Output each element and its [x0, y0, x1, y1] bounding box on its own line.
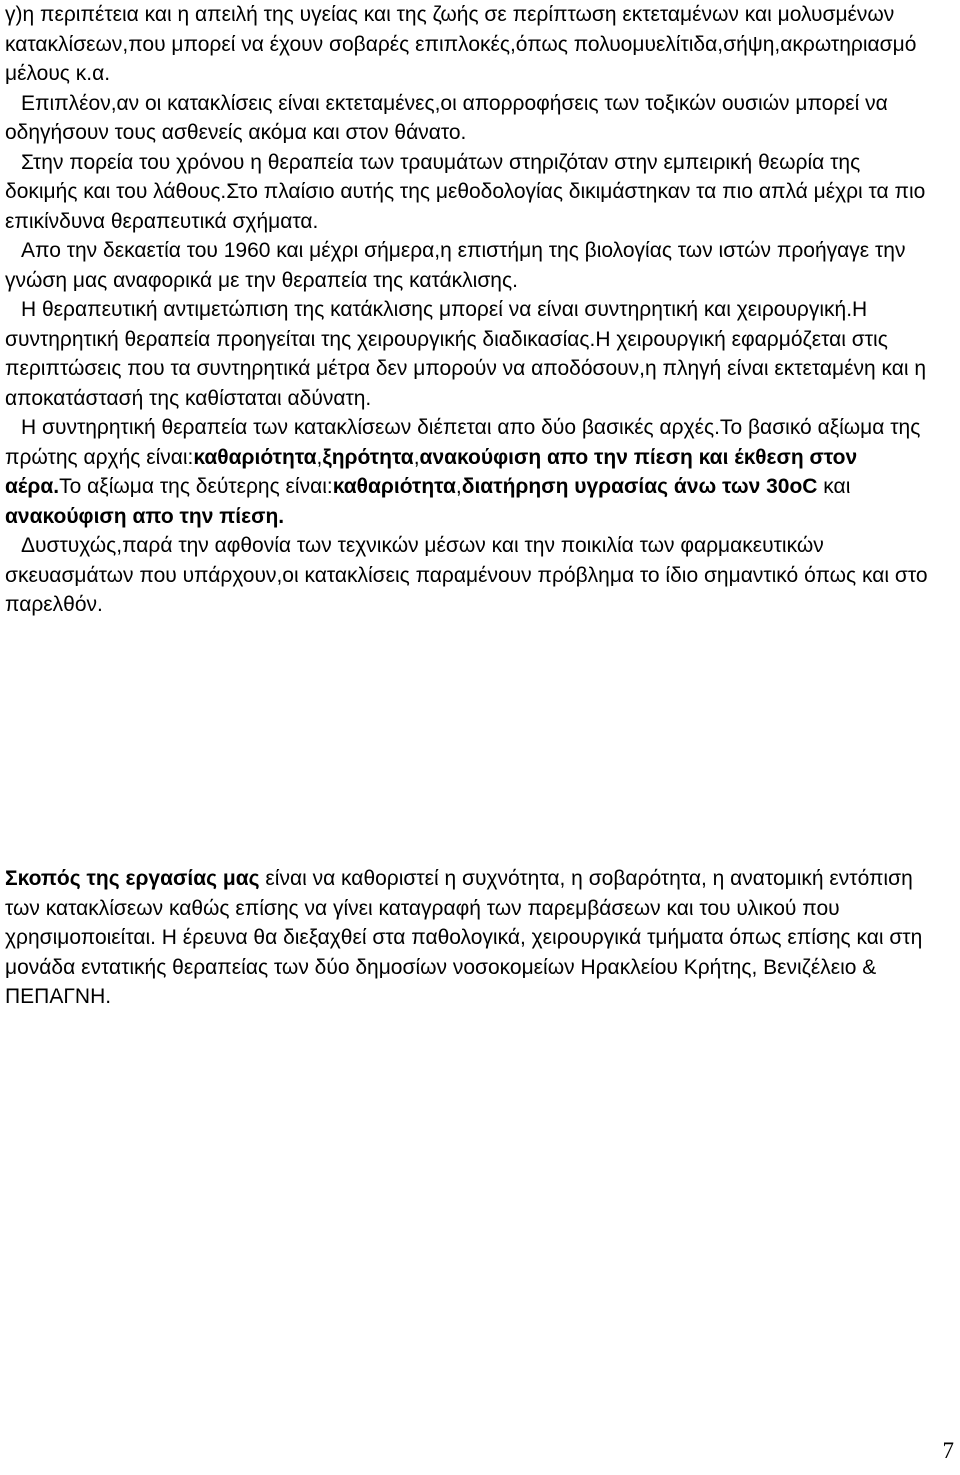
paragraph-aim [5, 864, 935, 1012]
principles-and: και [817, 475, 851, 498]
principle-dryness: ξηρότητα [322, 445, 414, 469]
principles-comma-2: , [413, 445, 420, 469]
principle-moisture: διατήρηση υγρασίας άνω των 30οC [461, 475, 818, 498]
principles-comma-1: , [316, 445, 323, 469]
principle-cleanliness-2: καθαριότητα [332, 475, 456, 498]
page-number: 7 [942, 1438, 954, 1463]
paragraph-trial-and-error: Στην πορεία του χρόνου η θεραπεία των τραυμάτων στηριζόταν στην εμπειρική θεωρία της δοκιμής και του λάθους.Στο πλαίσιο αυτής της μεθοδολογίας δικιμάστηκαν τα πιο απλά μέχρι τα πιο επικίνδυνα θεραπευτικά σχήματα. [5, 150, 926, 233]
principles-text-1: Η συντηρητική θεραπεία των κατακλίσεων διέπεται απο δύο βασικές αρχές.Το βασικό αξίωμα της πρώτης αρχής είναι: [5, 416, 921, 469]
aim-label: Σκοπός της εργασίας μας [5, 867, 260, 890]
principle-pressure-relief: ανακούφιση απο την πίεση. [5, 504, 285, 528]
principle-cleanliness-1: καθαριότητα [193, 445, 317, 469]
paragraph-complications: γ)η περιπέτεια και η απειλή της υγείας και της ζωής σε περίπτωση εκτεταμένων και μολυσμένων κατακλίσεων,που μπορεί να έχουν σοβαρές επιπλοκές,όπως πολυομυελίτιδα,σήψη,ακρωτηριασμό μέλους κ.α. [5, 3, 917, 85]
principles-text-2: Το αξίωμα της δεύτερης είναι: [59, 475, 333, 498]
aim-section [5, 864, 935, 1012]
aim-text: είναι να καθοριστεί η συχνότητα, η σοβαρότητα, η ανατομική εντόπιση των κατακλίσεων καθώς επίσης να γίνει καταγραφή των παρεμβάσεων και του υλικού που χρησιμοποιείται. Η έρευνα θα διεξαχθεί στα παθολογικά, χειρουργικά τμήματα όπως επίσης και στη μονάδα εντατικής θεραπείας των δύο δημοσίων νοσοκομείων Ηρακλείου Κρήτης, Βενιζέλειο & ΠΕΠΑΓΝΗ. [5, 867, 923, 1008]
principle-pressure-relief-air: ανακούφιση απο την πίεση και έκθεση στον αέρα. [5, 445, 858, 498]
paragraph-toxic-absorption: Επιπλέον,αν οι κατακλίσεις είναι εκτεταμένες,οι απορροφήσεις των τοξικών ουσιών μπορεί να οδηγήσουν τους ασθενείς ακόμα και στον θάνατο. [5, 91, 888, 144]
paragraph-treatment-types: Η θεραπευτική αντιμετώπιση της κατάκλισης μπορεί να είναι συντηρητική και χειρουργική.Η συντηρητική θεραπεία προηγείται της χειρουργικής διαδικασίας.Η χειρουργική εφαρμόζεται στις περιπτώσεις που τα συντηρητικά μέτρα δεν μπορούν να αποδόσουν,η πληγή είναι εκτεταμένη και η αποκατάστασή της καθίσταται αδύνατη. [5, 298, 927, 410]
body-section [5, 0, 935, 620]
paragraph-conservative-principles [5, 413, 935, 531]
principles-comma-3: , [455, 475, 462, 498]
paragraph-persisting-problem: Δυστυχώς,παρά την αφθονία των τεχνικών μέσων και την ποικιλία των φαρμακευτικών σκευασμάτων που υπάρχουν,οι κατακλίσεις παραμένουν πρόβλημα το ίδιο σημαντικό όπως και στο παρελθόν. [5, 534, 928, 616]
paragraph-tissue-biology: Απο την δεκαετία του 1960 και μέχρι σήμερα,η επιστήμη της βιολογίας των ιστών προήγαγε την γνώση μας αναφορικά με την θεραπεία της κατάκλισης. [5, 239, 906, 292]
